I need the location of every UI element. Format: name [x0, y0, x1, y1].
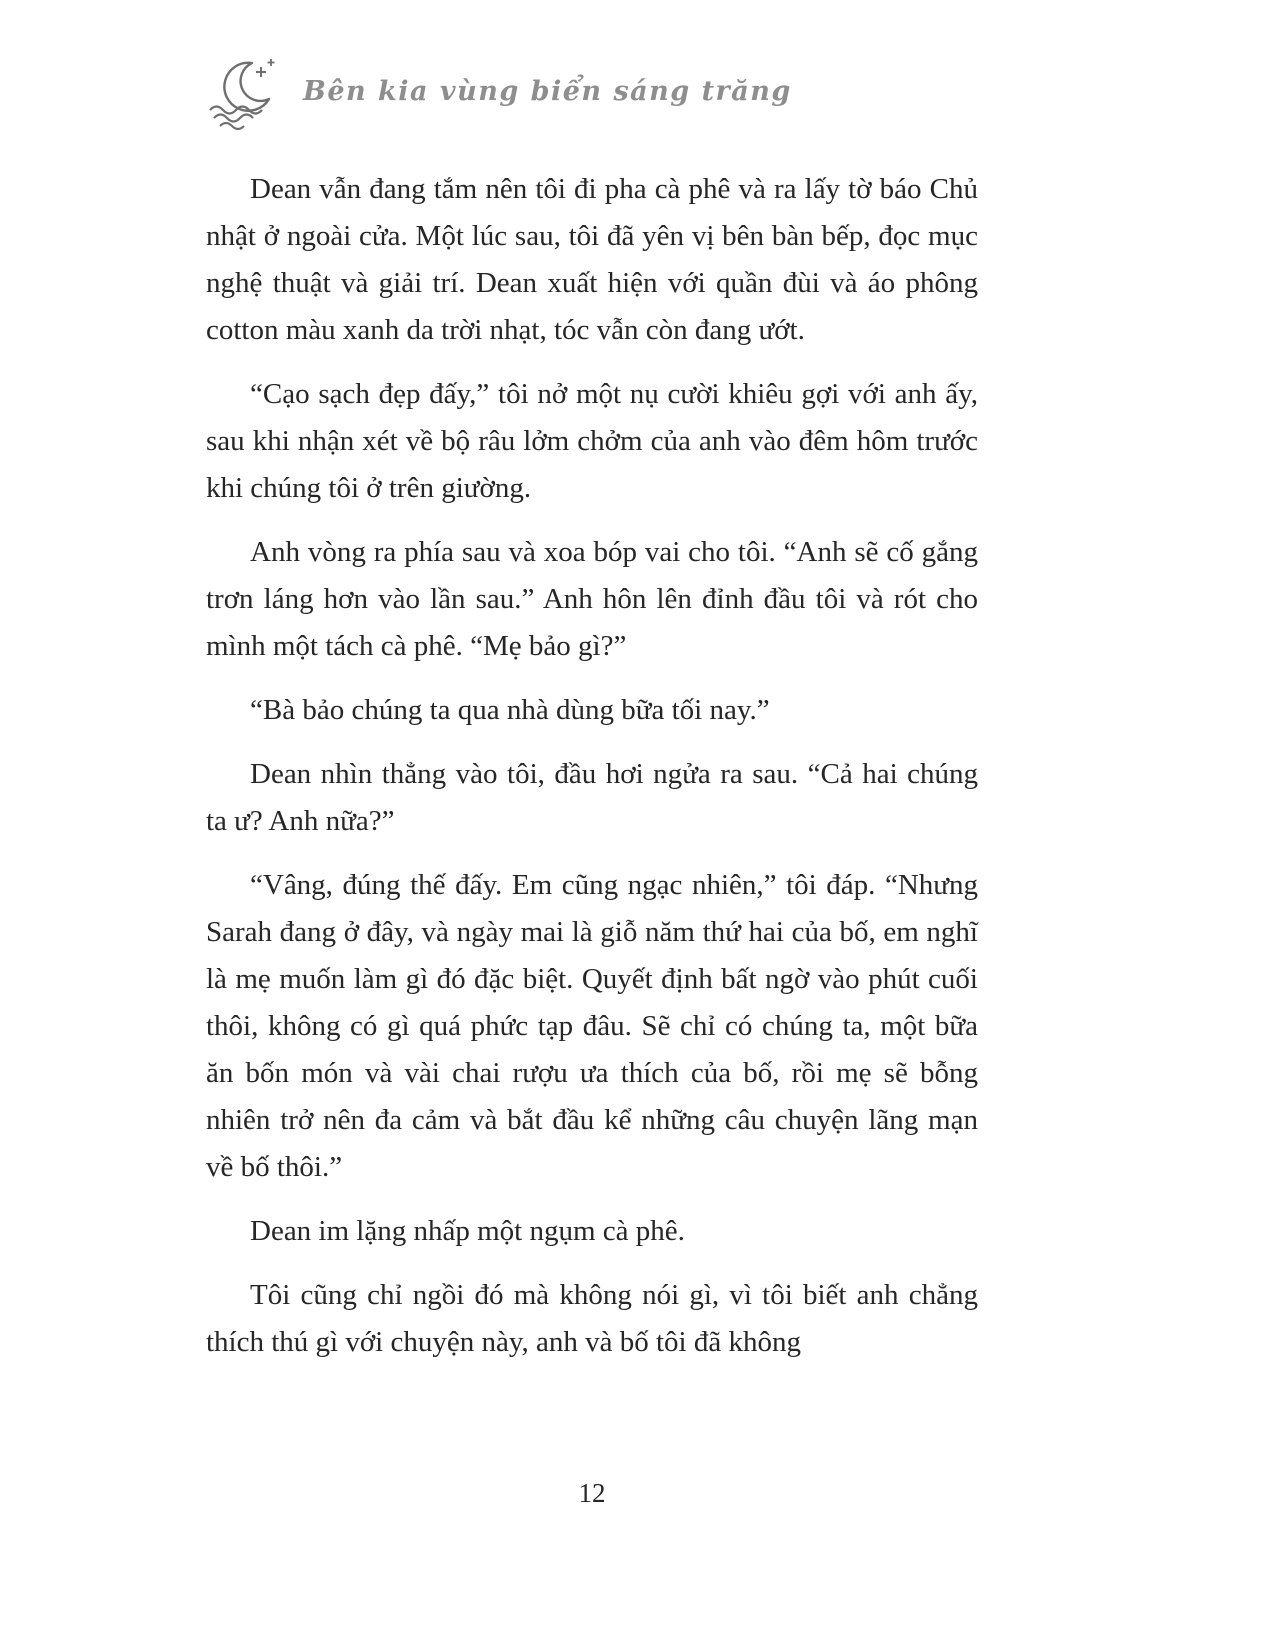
- page-number: 12: [578, 1478, 606, 1508]
- body-text: [206, 166, 978, 1383]
- paragraph: Anh vòng ra phía sau và xoa bóp vai cho tôi. “Anh sẽ cố gắng trơn láng hơn vào lần sau.” Anh hôn lên đỉnh đầu tôi và rót cho mình một tách cà phê. “Mẹ bảo gì?”: [206, 536, 978, 662]
- paragraph: Dean im lặng nhấp một ngụm cà phê.: [250, 1215, 685, 1247]
- paragraph: Dean nhìn thẳng vào tôi, đầu hơi ngửa ra sau. “Cả hai chúng ta ư? Anh nữa?”: [206, 758, 978, 837]
- paragraph: “Cạo sạch đẹp đấy,” tôi nở một nụ cười khiêu gợi với anh ấy, sau khi nhận xét về bộ râu lởm chởm của anh vào đêm hôm trước khi chúng tôi ở trên giường.: [206, 378, 978, 504]
- paragraph: Dean vẫn đang tắm nên tôi đi pha cà phê và ra lấy tờ báo Chủ nhật ở ngoài cửa. Một lúc sau, tôi đã yên vị bên bàn bếp, đọc mục nghệ thuật và giải trí. Dean xuất hiện với quần đùi và áo phông cotton màu xanh da trời nhạt, tóc vẫn còn đang ướt.: [206, 173, 978, 346]
- page-header: [205, 56, 792, 132]
- paragraph: “Bà bảo chúng ta qua nhà dùng bữa tối nay.”: [250, 694, 770, 726]
- moon-waves-logo-icon: [205, 56, 281, 132]
- paragraph: Tôi cũng chỉ ngồi đó mà không nói gì, vì tôi biết anh chẳng thích thú gì với chuyện này, anh và bố tôi đã không: [206, 1279, 978, 1358]
- paragraph: “Vâng, đúng thế đấy. Em cũng ngạc nhiên,” tôi đáp. “Nhưng Sarah đang ở đây, và ngày mai là giỗ năm thứ hai của bố, em nghĩ là mẹ muốn làm gì đó đặc biệt. Quyết định bất ngờ vào phút cuối thôi, không có gì quá phức tạp đâu. Sẽ chỉ có chúng ta, một bữa ăn bốn món và vài chai rượu ưa thích của bố, rồi mẹ sẽ bỗng nhiên trở nên đa cảm và bắt đầu kể những câu chuyện lãng mạn về bố thôi.”: [206, 869, 978, 1183]
- running-head-title: Bên kia vùng biển sáng trăng: [303, 75, 792, 107]
